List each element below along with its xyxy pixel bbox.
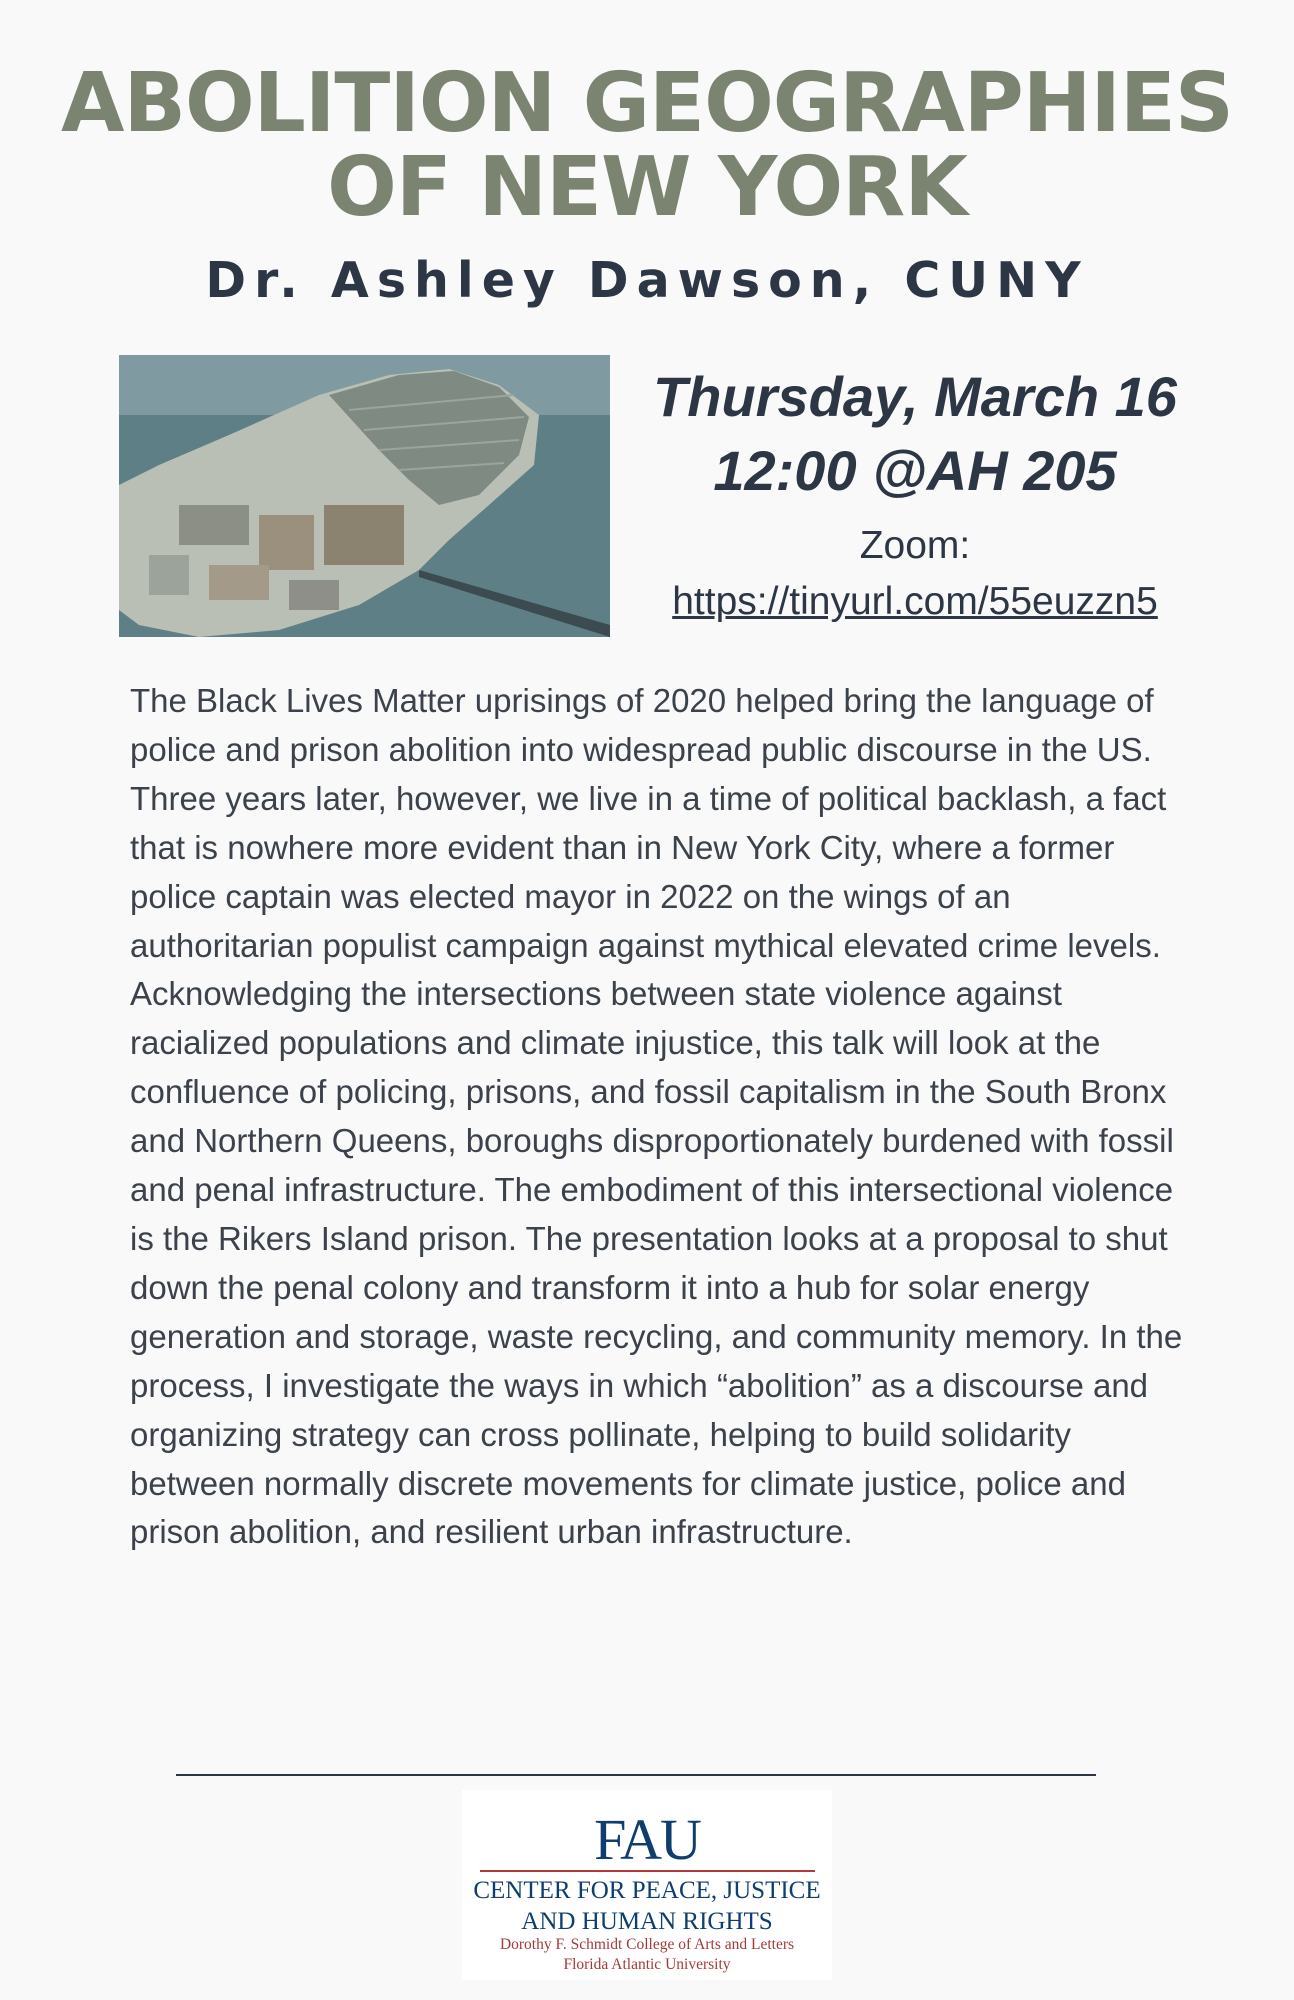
event-time-location: 12:00 @AH 205 bbox=[713, 439, 1117, 502]
talk-abstract: The Black Lives Matter uprisings of 2020 helped bring the language of police and prison abolition into widespread public discourse in the US. Three years later, however, we live in a time of political backlash, a fact that is nowhere more evident than in New York City, where a former police captain was elected mayor in 2022 on the wings of an authoritarian populist campaign against mythical elevated crime levels. Acknowledging the intersections between state violence against racialized populations and climate injustice, this talk will look at the confluence of policing, prisons, and fossil capitalism in the South Bronx and Northern Queens, boroughs disproportionately burdened with fossil and penal infrastructure. The embodiment of this intersectional violence is the Rikers Island prison. The presentation looks at a proposal to shut down the penal colony and transform it into a hub for solar energy generation and storage, waste recycling, and community memory. In the process, I investigate the ways in which “abolition” as a discourse and organizing strategy can cross pollinate, helping to build solidarity between normally discrete movements for climate justice, police and prison abolition, and resilient urban infrastructure. bbox=[130, 682, 1183, 1551]
logo-center-line-2: AND HUMAN RIGHTS bbox=[521, 1908, 773, 1935]
event-date: Thursday, March 16 bbox=[653, 365, 1177, 428]
logo-college: Dorothy F. Schmidt College of Arts and Letters bbox=[499, 1936, 795, 1953]
rikers-island-aerial-image bbox=[119, 355, 610, 637]
zoom-link[interactable]: https://tinyurl.com/55euzzn5 bbox=[672, 580, 1158, 623]
title-line-2: OF NEW YORK bbox=[327, 140, 967, 235]
logo-university: Florida Atlantic University bbox=[563, 1956, 731, 1973]
zoom-label: Zoom: bbox=[859, 524, 971, 567]
fau-center-logo bbox=[462, 1790, 832, 1980]
fau-mark: FAU bbox=[594, 1807, 700, 1872]
divider bbox=[176, 1774, 1096, 1776]
speaker-name: Dr. Ashley Dawson, CUNY bbox=[205, 252, 1089, 309]
event-details bbox=[615, 360, 1215, 630]
event-title bbox=[0, 56, 1294, 235]
logo-center-line-1: CENTER FOR PEACE, JUSTICE bbox=[473, 1877, 821, 1904]
title-line-1: ABOLITION GEOGRAPHIES bbox=[60, 56, 1233, 151]
